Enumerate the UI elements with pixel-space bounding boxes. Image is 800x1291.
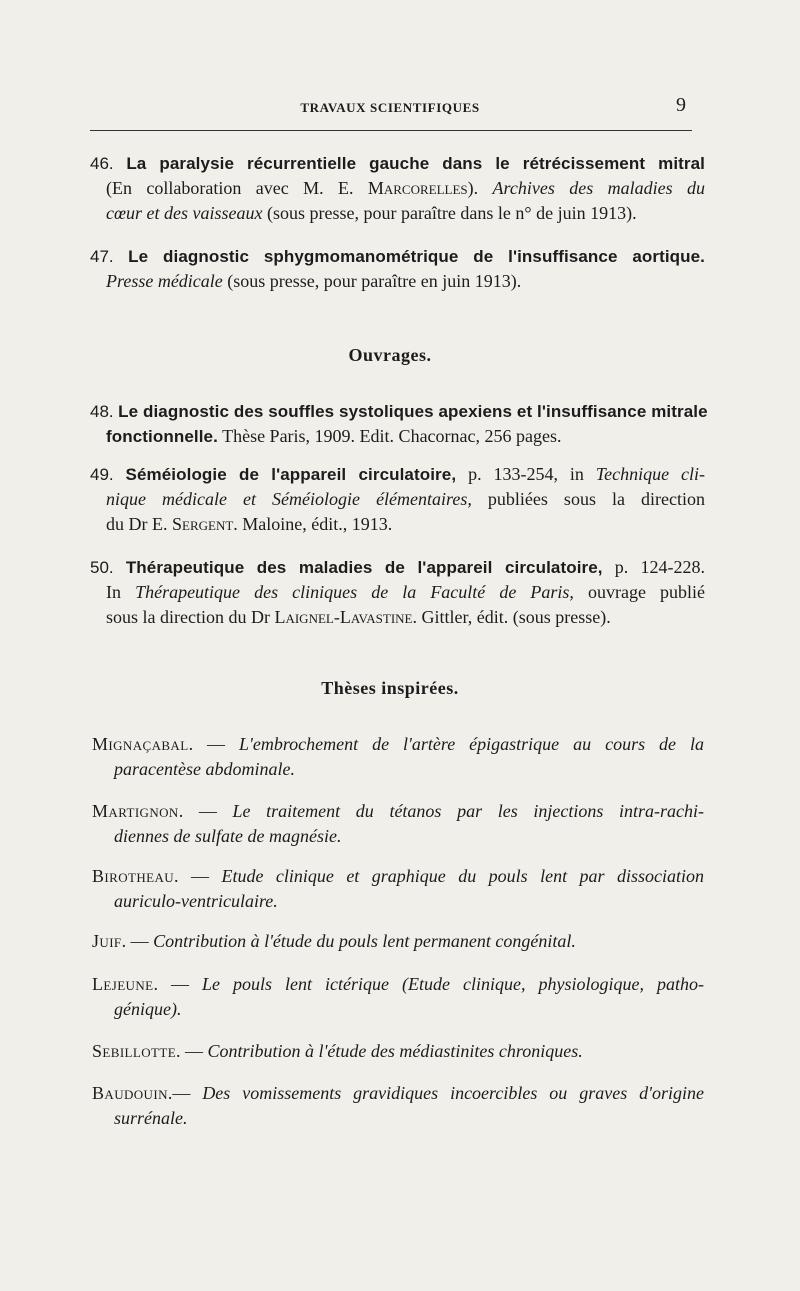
book-title: nique médicale et Séméiologie élémentaires,: [106, 489, 472, 509]
separator: . —: [178, 801, 233, 821]
thesis-entry: [92, 864, 704, 914]
header-rule: [90, 130, 692, 131]
separator: .—: [167, 1083, 203, 1103]
publication-item-47: [90, 244, 705, 294]
item-title: La paralysie récurrentielle gauche dans le rétrécissement mitral: [126, 154, 705, 173]
thesis-title: génique).: [114, 999, 182, 1019]
thesis-author: Martignon: [92, 801, 179, 821]
thesis-author: Baudouin: [92, 1083, 168, 1103]
item-text: sous la direction du Dr: [106, 607, 275, 627]
separator: . —: [188, 734, 239, 754]
item-text: ouvrage publié: [573, 582, 705, 602]
thesis-title: diennes de sulfate de magnésie.: [114, 826, 342, 846]
item-number: 49.: [90, 465, 114, 484]
item-text: du Dr E.: [106, 514, 172, 534]
thesis-entry: [92, 799, 704, 849]
publication-item-46: [90, 151, 705, 226]
separator: . —: [174, 866, 222, 886]
thesis-title: Etude clinique et graphique du pouls lent par dissociation: [221, 866, 704, 886]
thesis-title: Le traitement du tétanos par les injections intra-rachi-: [232, 801, 704, 821]
book-title: Thérapeutique des cliniques de la Faculté de Paris,: [135, 582, 574, 602]
thesis-author: Lejeune: [92, 974, 154, 994]
section-title-ouvrages: Ouvrages.: [348, 345, 432, 365]
separator: . —: [121, 931, 154, 951]
item-title: Le diagnostic des souffles systoliques apexiens et l'insuffisance mitrale: [118, 402, 708, 421]
thesis-title: paracentèse abdominale.: [114, 759, 295, 779]
journal-title: Archives des maladies du: [492, 178, 705, 198]
thesis-author: Juif: [92, 931, 122, 951]
separator: . —: [176, 1041, 208, 1061]
item-text: . Gittler, édit. (sous presse).: [412, 607, 611, 627]
item-title: Séméiologie de l'appareil circulatoire,: [125, 465, 457, 484]
item-text: ).: [467, 178, 493, 198]
collaborator-name: Marcorelles: [367, 178, 468, 198]
thesis-entry: [92, 972, 704, 1022]
thesis-title: L'embrochement de l'artère épigastrique au cours de la: [238, 734, 704, 754]
separator: . —: [153, 974, 202, 994]
item-text: publiées sous la direction: [471, 489, 705, 509]
item-number: 46.: [90, 154, 114, 173]
item-number: 50.: [90, 558, 114, 577]
publication-item-50: [90, 555, 705, 630]
thesis-title: Contribution à l'étude des médiastinites chroniques.: [207, 1041, 583, 1061]
director-name: Sergent: [172, 514, 234, 534]
thesis-title: Le pouls lent ictérique (Etude clinique, physiologique, patho-: [202, 974, 705, 994]
running-head: [90, 94, 690, 118]
item-text: (sous presse, pour paraître dans le n° de juin 1913).: [262, 203, 637, 223]
thesis-entry: [92, 929, 704, 954]
page-number: 9: [676, 94, 686, 116]
thesis-author: Birotheau: [92, 866, 175, 886]
thesis-entry: [92, 1039, 704, 1064]
item-title: Thérapeutique des maladies de l'appareil circulatoire,: [125, 558, 603, 577]
item-text: Thèse Paris, 1909. Edit. Chacornac, 256 pages.: [217, 426, 562, 446]
item-number: 48.: [90, 402, 114, 421]
thesis-entry: [92, 732, 704, 782]
thesis-author: Mignaçabal: [92, 734, 189, 754]
item-text: In: [106, 582, 136, 602]
thesis-title: Contribution à l'étude du pouls lent permanent congénital.: [153, 931, 576, 951]
item-text: p. 124-228.: [602, 557, 705, 577]
item-text: (En collaboration avec M. E.: [106, 178, 368, 198]
thesis-title: auriculo-ventriculaire.: [114, 891, 278, 911]
publication-item-48: [90, 399, 708, 449]
item-number: 47.: [90, 247, 114, 266]
director-name: Laignel-Lavastine: [274, 607, 413, 627]
publication-item-49: [90, 462, 705, 537]
item-title: fonctionnelle.: [106, 427, 218, 446]
running-title: TRAVAUX SCIENTIFIQUES: [300, 100, 480, 115]
thesis-title: surrénale.: [114, 1108, 188, 1128]
book-title: Technique cli-: [595, 464, 705, 484]
section-title-theses: Thèses inspirées.: [321, 678, 459, 698]
item-text: p. 133-254, in: [456, 464, 596, 484]
item-text: . Maloine, édit., 1913.: [233, 514, 393, 534]
journal-title: Presse médicale: [106, 271, 223, 291]
item-text: (sous presse, pour paraître en juin 1913).: [222, 271, 522, 291]
item-title: Le diagnostic sphygmomanométrique de l'insuffisance aortique.: [128, 247, 706, 266]
thesis-author: Sebillotte: [92, 1041, 177, 1061]
thesis-title: Des vomissements gravidiques incoercibles ou graves d'origine: [202, 1083, 704, 1103]
thesis-entry: [92, 1081, 704, 1131]
journal-title: cœur et des vaisseaux: [106, 203, 263, 223]
